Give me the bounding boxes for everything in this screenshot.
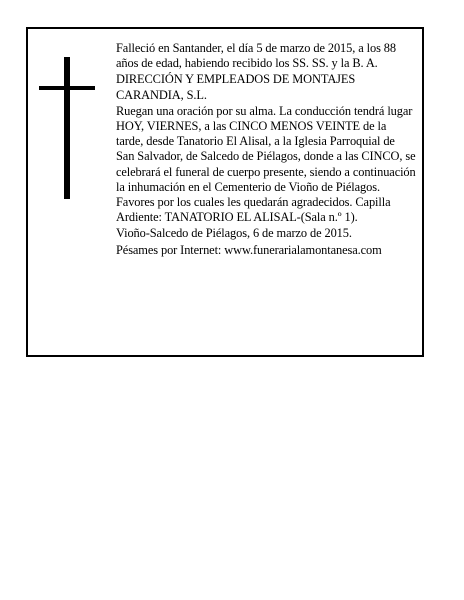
place-date: Vioño-Salcedo de Piélagos, 6 de marzo de 2015. (116, 226, 352, 241)
mourners: DIRECCIÓN Y EMPLEADOS DE MONTAJES CARANDIA, S.L. (116, 72, 356, 102)
condolences-website: Pésames por Internet: www.funerarialamontanesa.com (116, 242, 382, 257)
cross-vertical-bar (64, 57, 70, 199)
cross-horizontal-bar (39, 86, 95, 90)
funeral-details: Ruegan una oración por su alma. La conducción tendrá lugar HOY, VIERNES, a las CINCO MENOS VEINTE de la tarde, desde Tanatorio El Alisal, a la Iglesia Parroquial de San Salvador, de Salcedo de Piélagos, donde a las CINCO, se celebrará el funeral de cuerpo presente, siendo a continuación la inhumación en el Cementerio de Vioño de Piélagos. Favores por los cuales les quedarán agradecidos. Capilla Ardiente: TANATORIO EL ALISAL-(Sala n.º 1). (116, 103, 416, 225)
death-announcement: Falleció en Santander, el día 5 de marzo de 2015, a los 88 años de edad, habiendo recibido los SS. SS. y la B. A. (116, 41, 396, 71)
notice-text (116, 41, 416, 259)
obituary-notice (26, 27, 424, 357)
